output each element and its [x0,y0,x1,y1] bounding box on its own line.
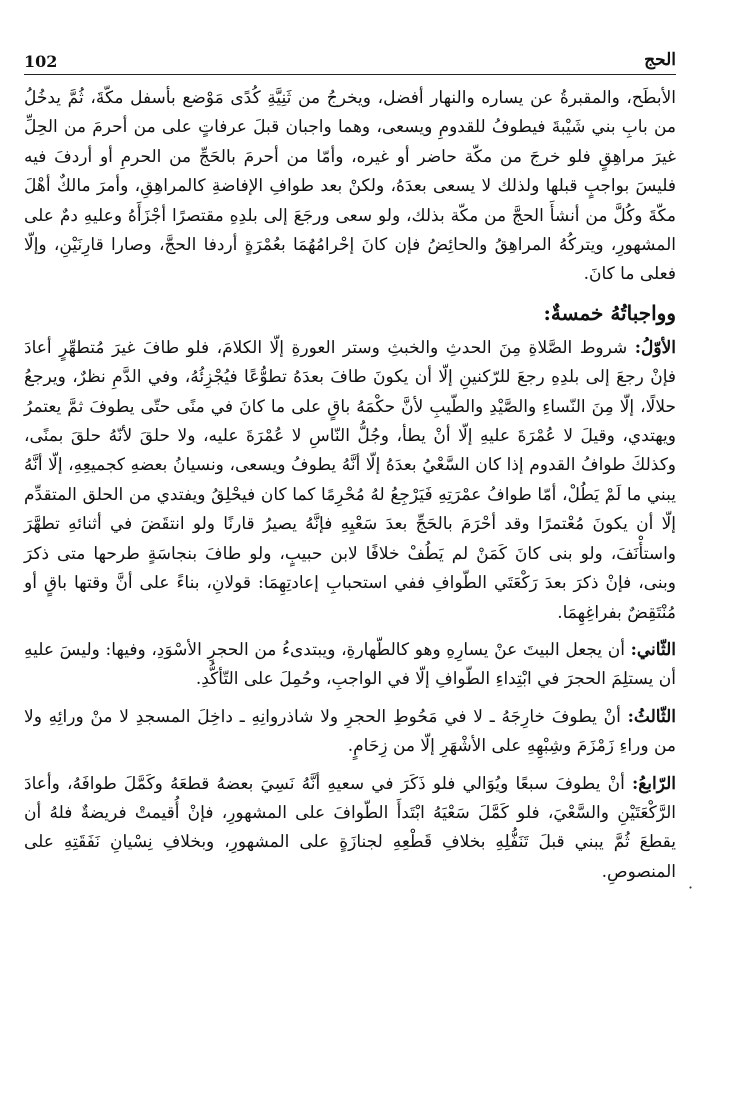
paragraph-fourth-lead: الرّابعُ: [631,773,677,794]
header-rule [24,74,676,75]
paragraph-first-lead: الأوّلُ: [634,337,677,358]
page-number: 102 [24,52,58,71]
section-heading: وواجباتُهُ خمسةٌ: [543,300,676,325]
page-body [24,84,676,887]
margin-mark: · [688,878,694,897]
paragraph-third [24,703,676,762]
intro-paragraph: الأبطَح، والمقبرةُ عن يساره والنهار أفضل، ويخرجُ من ثَنِيَّةِ كُدًى مَوْضع بأسفل مكّةَ، ثُمَّ يدخُلُ من بابِ بني شَيْبةَ فيطوفُ للقدومِ ويسعى، وهما واجبان قبلَ عرفاتٍ على من أحرمَ من الحِلِّ غيرَ مراهِقٍ فلو خرجَ من مكّة حاضر أو غيره، وأمّا من أحرمَ بالحَجِّ من الحرمِ أو أردفَ فيه فليسَ بواجبٍ قبلها ولذلك لا يسعى بعدَهُ، ولكنْ بعد طوافِ الإفاضةِ كالمراهِقِ، وأمرَ مالكٌ أهْلَ مكّةَ وكُلَّ من أنشأَ الحجَّ من مكّة بذلك، ولو سعى ورجَعَ إلى بلدِهِ مقتصرًا أجْزَأَهُ وعليهِ دمٌ على المشهورِ، ويتركُهُ المراهِقُ والحائِضُ فإن كانَ إحْرامُهُمَا بعُمْرَةٍ أردفا الحجَّ، وصارا قارِنَيْنِ، وإلّا فعلى ما كانَ. [24,88,676,285]
paragraph-second-text: أن يجعل البيتَ عنْ يسارِهِ وهو كالطّهارةِ، ويبتدىءُ من الحجرِ الأسْوَدِ، وفيها: وليسَ عليهِ أن يستلِمَ الحجرَ في ابْتِداءِ الطّوافِ إلّا في الواجبِ، وحُمِلَ على التّأكُّدِ. [24,639,676,690]
paragraph-fourth-text: أنْ يطوفَ سبعًا ويُوَالي فلو ذَكَرَ في سعيهِ أنَّهُ نَسِيَ بعضهُ قطعَهُ وكَمَّلَ طوافَهُ، وأعادَ الرَّكْعَتَيْنِ والسَّعْيَ، فلو كَمَّلَ سَعْيَهُ ابْتَدأَ الطّوافَ على المشهورِ، فإنْ أُقيمتْ فريضةٌ فلهُ أن يقطعَ ثُمَّ يبني قبلَ تَنَفُّلِهِ بخلافِ قَطْعِهِ لجنازَةٍ على المشهورِ، وبخلافِ نِسْيانِ نَفَقَتِهِ على المنصوصِ. [24,773,676,882]
paragraph-fourth [24,770,676,888]
page-header [24,48,676,74]
paragraph-first [24,334,676,628]
paragraph-second-lead: الثّاني: [630,639,676,660]
paragraph-third-lead: الثّالثُ: [627,706,677,727]
running-title: الحج [644,50,676,70]
paragraph-first-text: شروط الصَّلاةِ مِنَ الحدثِ والخبثِ وستر العورةِ إلّا الكلامَ، فلو طافَ غيرَ مُتطهِّرٍ أعادَ فإنْ رجعَ إلى بلدِهِ رجعَ للرّكنينِ إلّا أن يكونَ طافَ بعدَهُ تطوُّعًا فيُجْزِئُهُ، وفي الدَّمِ نظرٌ، ويرجعُ حلالًا، إلّا مِنَ النّساءِ والصَّيْدِ والطّيبِ لأنَّ حكْمَهُ باقٍ على ما كانَ في منًى حتّى يطوفَ ثمَّ يعتمرُ ويهتدي، وقيلَ لا عُمْرَةَ عليهِ إلّا أنْ يطأ، وجُلُّ النّاسِ لا عُمْرَةَ عليه، ولا حلقَ لأنّهُ حلقَ بمنًى، وكذلكَ طوافُ القدوم إذا كان السَّعْيُ بعدَهُ إلّا أنَّهُ يطوفُ ويسعى، ونسيانُ بعضهِ كجميعِهِ، إلّا أنَّهُ يبني ما لَمْ يَطُلْ، أمّا طوافُ عمْرَتِهِ فَيَرْجِعُ لهُ مُحْرِمًا كما كان فيحْلِقُ ويفتدي من الحلق المتقدِّم إلّا أن يكونَ مُعْتمرًا وقد أحْرَمَ بالحَجِّ بعدَ سَعْيِهِ فإنَّهُ يصيرُ قارنًا ولو انتقَضَ في أثنائهِ تطهَّرَ واستأْنَفَ، ولو بنى كانَ كَمَنْ لم يَطُفْ خلافًا لابن حبيبٍ، ولو طافَ بنجاسَةٍ طرحها متى ذكرَ وبنى، فإنْ ذكرَ بعدَ رَكْعَتَي الطّوافِ ففي استحبابِ إعادتِهِمَا: قولانِ، بناءً على أنَّ وقتها باقٍ أو مُنْتَقِضٌ بفراغِهِمَا. [24,337,676,623]
paragraph-second [24,636,676,695]
paragraph-third-text: أنْ يطوفَ خارِجَهُ ـ لا في مَحُوطِ الحجرِ ولا شاذروانِهِ ـ داخِلَ المسجدِ لا منْ ورائِهِ ولا من وراءِ زَمْزَمَ وشِبْهِهِ على الأشْهَرِ إلّا من زِحَامٍ. [24,706,676,757]
